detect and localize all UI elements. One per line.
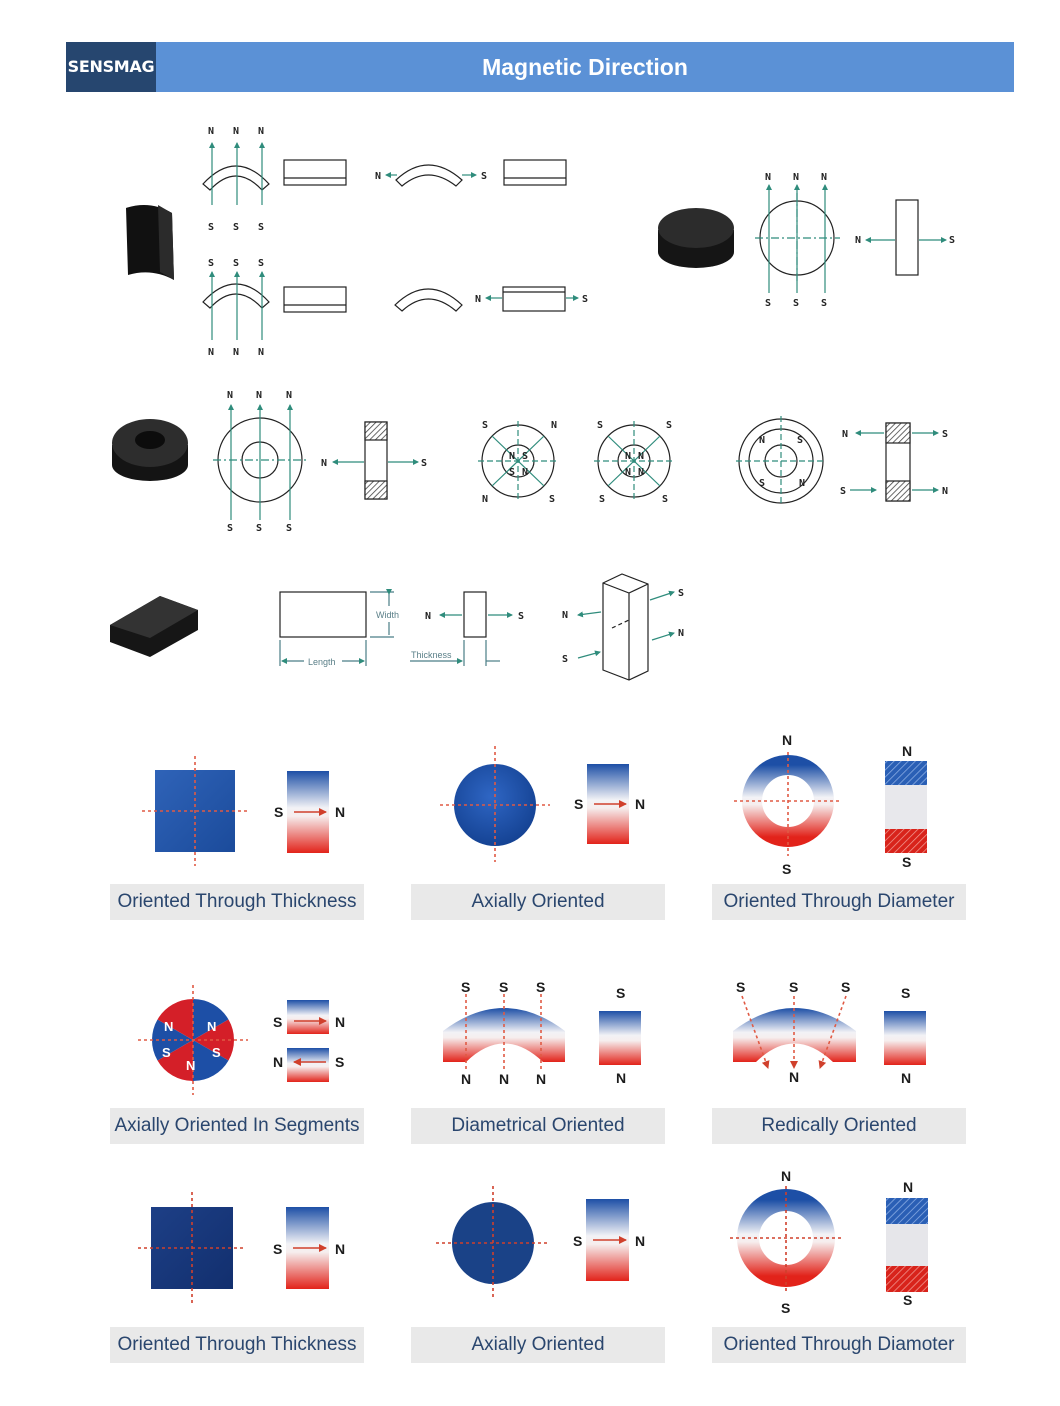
pole-s: S bbox=[233, 222, 240, 233]
svg-text:S: S bbox=[481, 171, 488, 182]
svg-text:N: N bbox=[902, 743, 913, 759]
svg-text:S: S bbox=[662, 494, 669, 505]
svg-text:S: S bbox=[273, 1014, 283, 1030]
panel-thickness-square bbox=[142, 756, 345, 866]
svg-text:S: S bbox=[759, 478, 766, 489]
length-label: Length bbox=[308, 657, 336, 667]
svg-text:S: S bbox=[574, 796, 584, 812]
svg-text:S: S bbox=[582, 294, 589, 305]
pole-n: N bbox=[233, 126, 240, 137]
svg-text:N: N bbox=[164, 1019, 174, 1034]
svg-text:S: S bbox=[616, 985, 626, 1001]
svg-text:N: N bbox=[482, 494, 489, 505]
svg-text:S: S bbox=[903, 1292, 913, 1308]
arc-radial-outward bbox=[203, 143, 269, 205]
pole-s: S bbox=[258, 222, 265, 233]
pole-n: N bbox=[258, 126, 265, 137]
svg-text:N: N bbox=[475, 294, 482, 305]
panel-diametrical-arc bbox=[443, 979, 641, 1087]
svg-text:S: S bbox=[797, 435, 804, 446]
svg-text:N: N bbox=[638, 467, 645, 478]
caption-diametrical-oriented: Diametrical Oriented bbox=[411, 1108, 665, 1144]
svg-text:S: S bbox=[736, 979, 746, 995]
svg-text:S: S bbox=[256, 523, 263, 534]
block-3d-diagram bbox=[578, 574, 674, 680]
svg-text:S: S bbox=[518, 611, 525, 622]
svg-text:N: N bbox=[227, 390, 234, 401]
svg-text:S: S bbox=[840, 486, 847, 497]
ring-axial-diagram bbox=[213, 405, 418, 520]
caption-redically-oriented: Redically Oriented bbox=[712, 1108, 966, 1144]
arc-radial-inward-poles bbox=[208, 258, 264, 358]
svg-text:S: S bbox=[482, 420, 489, 431]
panel-thickness-square-2 bbox=[138, 1192, 345, 1305]
svg-text:S: S bbox=[212, 1045, 221, 1060]
arc-diametric-arrows bbox=[386, 175, 578, 298]
pole-n: N bbox=[208, 347, 215, 358]
svg-text:S: S bbox=[789, 979, 799, 995]
svg-text:N: N bbox=[321, 458, 328, 469]
svg-text:N: N bbox=[335, 804, 346, 820]
svg-text:S: S bbox=[286, 523, 293, 534]
svg-text:S: S bbox=[793, 298, 800, 309]
svg-text:N: N bbox=[499, 1071, 510, 1087]
svg-text:N: N bbox=[562, 610, 569, 621]
svg-text:N: N bbox=[901, 1070, 912, 1086]
panel-axial-disk bbox=[440, 746, 645, 862]
arc-diametric-poles bbox=[375, 171, 588, 305]
pole-s: S bbox=[233, 258, 240, 269]
svg-text:S: S bbox=[821, 298, 828, 309]
brand-logo: SENSMAG bbox=[66, 42, 156, 92]
svg-text:N: N bbox=[536, 1071, 547, 1087]
svg-text:S: S bbox=[949, 235, 956, 246]
svg-text:S: S bbox=[273, 1241, 283, 1257]
arc-radial-inward bbox=[203, 272, 269, 340]
svg-text:N: N bbox=[625, 467, 632, 478]
svg-text:S: S bbox=[782, 861, 792, 877]
svg-text:S: S bbox=[522, 451, 529, 462]
pole-n: N bbox=[208, 126, 215, 137]
width-label: Width bbox=[376, 610, 400, 620]
svg-text:N: N bbox=[625, 451, 632, 462]
svg-text:S: S bbox=[942, 429, 949, 440]
svg-text:S: S bbox=[499, 979, 509, 995]
svg-text:N: N bbox=[638, 451, 645, 462]
svg-text:S: S bbox=[781, 1300, 791, 1316]
svg-text:N: N bbox=[759, 435, 766, 446]
pole-n: N bbox=[233, 347, 240, 358]
ring-multipole-diagrams bbox=[478, 421, 674, 501]
svg-text:N: N bbox=[781, 1168, 792, 1184]
pole-s: S bbox=[208, 222, 215, 233]
panel-diameter-ring bbox=[734, 732, 927, 877]
svg-text:S: S bbox=[562, 654, 569, 665]
svg-text:N: N bbox=[551, 420, 558, 431]
caption-oriented-through-diamoter: Oriented Through Diamoter bbox=[712, 1327, 966, 1363]
svg-text:S: S bbox=[841, 979, 851, 995]
disc-magnet-photo bbox=[658, 208, 734, 268]
svg-text:N: N bbox=[256, 390, 263, 401]
caption-oriented-through-diameter: Oriented Through Diameter bbox=[712, 884, 966, 920]
svg-text:S: S bbox=[274, 804, 284, 820]
svg-text:N: N bbox=[903, 1179, 914, 1195]
arc-side-views bbox=[284, 160, 566, 312]
caption-oriented-through-thickness: Oriented Through Thickness bbox=[110, 884, 364, 920]
svg-text:S: S bbox=[509, 467, 516, 478]
caption-axially-oriented: Axially Oriented bbox=[411, 884, 665, 920]
svg-text:N: N bbox=[273, 1054, 284, 1070]
svg-text:S: S bbox=[902, 854, 912, 870]
pole-s: S bbox=[208, 258, 215, 269]
svg-text:N: N bbox=[635, 796, 646, 812]
panel-diameter-ring-2 bbox=[730, 1168, 928, 1316]
svg-text:N: N bbox=[335, 1014, 346, 1030]
svg-text:N: N bbox=[821, 172, 828, 183]
svg-text:S: S bbox=[901, 985, 911, 1001]
svg-text:S: S bbox=[335, 1054, 345, 1070]
svg-text:N: N bbox=[375, 171, 382, 182]
arc-magnet-photo bbox=[126, 205, 174, 280]
svg-text:S: S bbox=[162, 1045, 171, 1060]
svg-text:S: S bbox=[421, 458, 428, 469]
svg-text:N: N bbox=[789, 1069, 800, 1085]
svg-text:N: N bbox=[799, 478, 806, 489]
ring-diametric-diagram bbox=[736, 416, 938, 506]
svg-text:S: S bbox=[549, 494, 556, 505]
svg-text:S: S bbox=[666, 420, 673, 431]
svg-text:N: N bbox=[782, 732, 793, 748]
svg-text:N: N bbox=[425, 611, 432, 622]
svg-text:S: S bbox=[573, 1233, 583, 1249]
svg-text:N: N bbox=[765, 172, 772, 183]
svg-text:N: N bbox=[678, 628, 685, 639]
caption-oriented-through-thickness-2: Oriented Through Thickness bbox=[110, 1327, 364, 1363]
panel-axial-disk-2 bbox=[436, 1186, 645, 1300]
svg-text:N: N bbox=[942, 486, 949, 497]
svg-text:N: N bbox=[286, 390, 293, 401]
svg-text:N: N bbox=[793, 172, 800, 183]
svg-text:N: N bbox=[842, 429, 849, 440]
pole-s: S bbox=[258, 258, 265, 269]
panel-segment-disk bbox=[138, 985, 345, 1095]
svg-text:S: S bbox=[599, 494, 606, 505]
svg-text:N: N bbox=[635, 1233, 646, 1249]
svg-text:S: S bbox=[597, 420, 604, 431]
svg-text:N: N bbox=[509, 451, 516, 462]
svg-text:S: S bbox=[227, 523, 234, 534]
svg-text:S: S bbox=[678, 588, 685, 599]
block-dimension-diagram bbox=[280, 592, 512, 666]
panel-radial-arc bbox=[733, 979, 926, 1086]
disc-axial-diagram bbox=[755, 185, 946, 293]
svg-text:S: S bbox=[765, 298, 772, 309]
svg-text:N: N bbox=[461, 1071, 472, 1087]
svg-text:S: S bbox=[461, 979, 471, 995]
svg-text:N: N bbox=[616, 1070, 627, 1086]
caption-axially-oriented-in-segments: Axially Oriented In Segments bbox=[110, 1108, 364, 1144]
thickness-label: Thickness bbox=[411, 650, 452, 660]
pole-n: N bbox=[258, 347, 265, 358]
svg-text:N: N bbox=[335, 1241, 346, 1257]
svg-text:N: N bbox=[186, 1058, 196, 1073]
svg-text:N: N bbox=[522, 467, 529, 478]
caption-axially-oriented-2: Axially Oriented bbox=[411, 1327, 665, 1363]
page-title: Magnetic Direction bbox=[482, 54, 688, 80]
svg-text:N: N bbox=[207, 1019, 217, 1034]
block-magnet-photo bbox=[110, 596, 198, 657]
svg-text:N: N bbox=[855, 235, 862, 246]
ring-magnet-photo bbox=[112, 419, 188, 481]
svg-text:S: S bbox=[536, 979, 546, 995]
